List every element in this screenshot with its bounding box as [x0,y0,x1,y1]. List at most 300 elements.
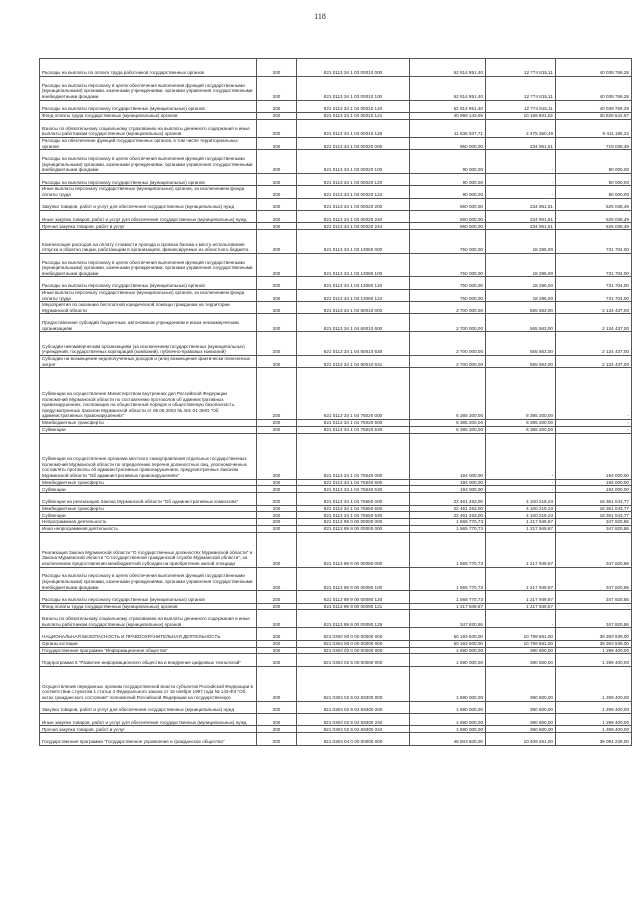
row-classification-code-cell: 821 0113 34 1 03 00020 200 [297,198,410,210]
table-row [40,628,632,640]
row-code-cell: 200 [257,289,297,301]
row-unexecuted-amount-cell: 1 299 400,00 [556,654,632,666]
row-executed-amount-cell: - [486,486,556,493]
row-code-cell: 200 [257,137,297,149]
row-approved-amount-cell: 750 000,00 [410,277,486,289]
row-approved-amount-cell: 1 690 000,00 [410,666,486,701]
row-unexecuted-amount-cell: 2 134 437,00 [556,302,632,314]
row-unexecuted-amount-cell: 347 820,86 [556,591,632,603]
row-executed-amount-cell: 1 217 949,87 [486,519,556,526]
row-code-cell: 200 [257,666,297,701]
table-row [40,512,632,519]
row-approved-amount-cell: 6 385 200,00 [410,420,486,427]
row-name-cell: Иные закупки товаров, работ и услуг для обеспечения государственных (муниципальных) нужд [40,713,257,725]
row-unexecuted-amount-cell: 194 000,00 [556,486,632,493]
row-name-cell: Реализация Закона Мурманской области "О государственных должностях Мурманской области" и Закона Мурманской области "О государственной гражданской службе Мурманской области", за исключением предоставления межбюджетной субсидии на приобретение жилой площади [40,532,257,567]
row-approved-amount-cell: 860 000,00 [410,223,486,230]
row-unexecuted-amount-cell: 90 000,00 [556,173,632,185]
row-approved-amount-cell: 2 700 000,00 [410,302,486,314]
row-unexecuted-amount-cell: 625 038,49 [556,198,632,210]
row-name-cell: Субвенции на осуществление Министерством внутренних дел Российской Федерации полномочий Мурманской области по составлению протоколов об административных правонарушениях, посягающих на общественный порядок и общественную безопасность, предусмотренных Законом Мурманской области от 06.06.2003 № 401-01-ЗМО "Об административных правонарушениях" [40,368,257,420]
table-row [40,733,632,745]
row-code-cell: 200 [257,512,297,519]
row-unexecuted-amount-cell: 194 000,00 [556,433,632,479]
row-executed-amount-cell: 390 600,00 [486,654,556,666]
row-name-cell: Прочая закупка товаров, работ и услуг [40,223,257,230]
row-name-cell: Взносы по обязательному социальному страхованию на выплаты денежного содержания и иные выплаты работникам государственных (муниципальных) органов [40,610,257,628]
table-row [40,486,632,493]
row-approved-amount-cell: 52 814 951,40 [410,59,486,77]
table-row [40,198,632,210]
row-executed-amount-cell: - [486,150,556,174]
row-unexecuted-amount-cell: 39 393 939,00 [556,628,632,640]
row-classification-code-cell: 821 0304 00 0 00 00000 000 [297,640,410,647]
row-classification-code-cell: 821 0304 04 0 00 00000 000 [297,733,410,745]
row-executed-amount-cell: 390 600,00 [486,666,556,701]
row-name-cell: Государственная программа "Государственное управление и гражданское общество" [40,733,257,745]
row-approved-amount-cell: 860 000,00 [410,198,486,210]
row-code-cell: 200 [257,519,297,526]
table-row [40,701,632,713]
row-approved-amount-cell: 194 000,00 [410,433,486,479]
row-code-cell: 200 [257,647,297,654]
row-name-cell: Межбюджетные трансферты [40,479,257,486]
table-row [40,433,632,479]
row-classification-code-cell: 821 0113 34 1 03 00020 100 [297,150,410,174]
table-row [40,137,632,149]
row-executed-amount-cell: 2 475 350,49 [486,119,556,137]
row-code-cell: 200 [257,150,297,174]
row-approved-amount-cell: 90 000,00 [410,150,486,174]
row-code-cell: 200 [257,420,297,427]
row-unexecuted-amount-cell: 2 134 437,00 [556,356,632,368]
row-name-cell: Расходы на выплаты персоналу государственных (муниципальных) органов [40,173,257,185]
row-classification-code-cell: 821 0113 34 1 04 75020 500 [297,420,410,427]
row-unexecuted-amount-cell: 347 820,86 [556,532,632,567]
row-name-cell: Расходы на выплаты персоналу в целях обеспечения выполнения функций государственными (муниципальными) органами, казенными учреждениями, органами управления государственными внебюджетными фондами [40,253,257,277]
row-unexecuted-amount-cell: 40 039 769,29 [556,100,632,112]
row-executed-amount-cell: 565 563,00 [486,302,556,314]
row-executed-amount-cell: 10 409 261,00 [486,733,556,745]
row-classification-code-cell: 821 0304 02 5 02 59300 200 [297,701,410,713]
row-unexecuted-amount-cell: - [556,368,632,420]
row-approved-amount-cell: 347 820,86 [410,610,486,628]
row-classification-code-cell: 821 0113 34 1 04 60010 600 [297,314,410,332]
row-name-cell: Субвенции [40,486,257,493]
row-name-cell: Иная непрограммная деятельность [40,526,257,533]
row-classification-code-cell: 821 0304 02 5 00 00000 000 [297,654,410,666]
row-classification-code-cell: 821 0113 34 1 04 75550 500 [297,505,410,512]
row-code-cell: 200 [257,532,297,567]
table-row [40,302,632,314]
row-name-cell: Иные выплаты персоналу государственных (муниципальных) органов, за исключением фонда оплаты труда [40,289,257,301]
row-executed-amount-cell: 234 961,51 [486,210,556,222]
row-approved-amount-cell: 11 836 537,71 [410,119,486,137]
table-row [40,726,632,733]
row-unexecuted-amount-cell: 715 038,49 [556,137,632,149]
row-executed-amount-cell: - [486,433,556,479]
row-approved-amount-cell: 22 461 263,00 [410,512,486,519]
row-approved-amount-cell: 2 700 000,00 [410,314,486,332]
row-unexecuted-amount-cell: 347 820,86 [556,519,632,526]
row-executed-amount-cell: - [486,610,556,628]
row-name-cell: Субвенции [40,512,257,519]
table-row [40,654,632,666]
row-name-cell: НАЦИОНАЛЬНАЯ БЕЗОПАСНОСТЬ И ПРАВООХРАНИТЕЛЬНАЯ ДЕЯТЕЛЬНОСТЬ [40,628,257,640]
row-executed-amount-cell: - [486,479,556,486]
row-executed-amount-cell: 390 600,00 [486,647,556,654]
row-code-cell: 200 [257,591,297,603]
row-unexecuted-amount-cell: 18 361 043,77 [556,493,632,505]
table-row [40,314,632,332]
row-classification-code-cell: 821 0113 99 9 00 00090 000 [297,532,410,567]
row-code-cell: 200 [257,726,297,733]
row-name-cell: Фонд оплаты труда государственных (муниципальных) органов [40,603,257,610]
table-row [40,368,632,420]
row-executed-amount-cell: 1 217 949,87 [486,591,556,603]
row-approved-amount-cell: 1 565 770,73 [410,591,486,603]
row-executed-amount-cell: 10 169 601,02 [486,112,556,119]
row-code-cell: 200 [257,186,297,198]
row-classification-code-cell: 821 0113 34 1 03 13060 000 [297,230,410,254]
row-code-cell: 200 [257,210,297,222]
row-approved-amount-cell: 2 700 000,00 [410,332,486,356]
row-executed-amount-cell: 4 100 219,23 [486,493,556,505]
table-row [40,150,632,174]
row-name-cell: Расходы на обеспечение функций государственных органов, в том числе территориальных органов [40,137,257,149]
row-unexecuted-amount-cell: 30 828 542,67 [556,112,632,119]
table-row [40,610,632,628]
row-unexecuted-amount-cell: 194 000,00 [556,479,632,486]
budget-execution-table [39,58,632,746]
row-code-cell: 200 [257,610,297,628]
row-executed-amount-cell: 6 385 200,00 [486,426,556,433]
row-classification-code-cell: 821 0304 02 5 02 59300 000 [297,666,410,701]
row-approved-amount-cell: 2 700 000,00 [410,356,486,368]
row-executed-amount-cell: 565 563,00 [486,332,556,356]
row-executed-amount-cell: 12 774 815,11 [486,100,556,112]
row-unexecuted-amount-cell: 347 820,86 [556,526,632,533]
row-unexecuted-amount-cell: 18 361 043,77 [556,505,632,512]
row-approved-amount-cell: 1 690 000,00 [410,647,486,654]
row-executed-amount-cell: 1 217 949,87 [486,532,556,567]
row-classification-code-cell: 821 0113 34 1 03 00010 120 [297,100,410,112]
row-classification-code-cell: 821 0304 02 0 00 00000 000 [297,647,410,654]
row-name-cell: Непрограммная деятельность [40,519,257,526]
page-number: 118 [314,12,326,21]
row-classification-code-cell: 821 0304 02 5 02 59300 244 [297,726,410,733]
row-name-cell: Расходы на выплаты персоналу в целях обеспечения выполнения функций государственными (муниципальными) органами, казенными учреждениями, органами управления государственными внебюджетными фондами [40,77,257,101]
row-classification-code-cell: 821 0113 34 1 04 60010 000 [297,302,410,314]
row-classification-code-cell: 821 0113 34 1 04 75540 530 [297,486,410,493]
row-approved-amount-cell: 1 565 770,73 [410,526,486,533]
table-row [40,603,632,610]
table-row [40,426,632,433]
row-name-cell: Расходы на выплаты персоналу государственных (муниципальных) органов [40,100,257,112]
row-executed-amount-cell: 390 600,00 [486,713,556,725]
row-executed-amount-cell: 390 600,00 [486,726,556,733]
row-name-cell: Субсидии на возмещение недополученных доходов и (или) возмещение фактически понесенных затрат [40,356,257,368]
row-approved-amount-cell: 22 461 263,00 [410,493,486,505]
row-unexecuted-amount-cell: 1 299 400,00 [556,713,632,725]
row-approved-amount-cell: 750 000,00 [410,230,486,254]
row-code-cell: 200 [257,119,297,137]
row-classification-code-cell: 821 0113 34 1 03 00010 000 [297,59,410,77]
table-row [40,230,632,254]
table-row [40,59,632,77]
row-code-cell: 200 [257,253,297,277]
row-name-cell: Иные закупки товаров, работ и услуг для обеспечения государственных (муниципальных) нужд [40,210,257,222]
row-approved-amount-cell: 90 000,00 [410,186,486,198]
row-approved-amount-cell: 1 690 000,00 [410,654,486,666]
row-classification-code-cell: 821 0113 34 1 04 75540 000 [297,433,410,479]
row-classification-code-cell: 821 0113 34 1 03 00020 122 [297,186,410,198]
row-executed-amount-cell: 6 385 200,00 [486,420,556,427]
row-executed-amount-cell: 12 774 815,11 [486,59,556,77]
table-row [40,479,632,486]
row-name-cell: Субвенции на осуществление органами местного самоуправления отдельных государственных полномочий Мурманской области по определению перечня должностных лиц, уполномоченных составлять протоколы об административных правонарушениях, предусмотренных Законом Мурманской области "Об административных правонарушениях" [40,433,257,479]
row-executed-amount-cell: 1 217 949,87 [486,526,556,533]
table-row [40,223,632,230]
table-row [40,77,632,101]
row-name-cell: Расходы на выплаты по оплате труда работников государственных органов [40,59,257,77]
row-code-cell: 200 [257,314,297,332]
row-approved-amount-cell: 50 193 500,00 [410,628,486,640]
table-row [40,277,632,289]
row-code-cell: 200 [257,302,297,314]
row-name-cell: Компенсация расходов на оплату стоимости проезда и провоза багажа к месту использования отпуска и обратно лицам, работающим в организациях, финансируемых из областного бюджета [40,230,257,254]
row-approved-amount-cell: 1 690 000,00 [410,701,486,713]
row-unexecuted-amount-cell: 1 299 400,00 [556,701,632,713]
row-classification-code-cell: 821 0113 99 9 00 00090 100 [297,567,410,591]
row-name-cell: Расходы на выплаты персоналу государственных (муниципальных) органов [40,591,257,603]
row-name-cell: Расходы на выплаты персоналу в целях обеспечения выполнения функций государственными (муниципальными) органами, казенными учреждениями, органами управления государственными внебюджетными фондами [40,150,257,174]
table-row [40,591,632,603]
row-executed-amount-cell: 1 217 949,87 [486,603,556,610]
row-executed-amount-cell: 565 563,00 [486,356,556,368]
row-executed-amount-cell: 565 563,00 [486,314,556,332]
row-code-cell: 200 [257,426,297,433]
table-row [40,640,632,647]
row-code-cell: 200 [257,493,297,505]
row-approved-amount-cell: 1 217 949,87 [410,603,486,610]
row-classification-code-cell: 821 0113 99 0 00 00000 000 [297,519,410,526]
table-row [40,493,632,505]
row-code-cell: 200 [257,701,297,713]
row-classification-code-cell: 821 0113 34 1 03 00020 000 [297,137,410,149]
row-executed-amount-cell: 1 217 949,87 [486,567,556,591]
row-code-cell: 200 [257,173,297,185]
table-row [40,519,632,526]
row-classification-code-cell: 821 0113 34 1 03 13060 120 [297,277,410,289]
table-row [40,567,632,591]
row-executed-amount-cell: 10 799 561,00 [486,628,556,640]
row-code-cell: 200 [257,77,297,101]
row-unexecuted-amount-cell: 625 038,49 [556,223,632,230]
row-unexecuted-amount-cell: 90 000,00 [556,150,632,174]
row-code-cell: 200 [257,332,297,356]
row-name-cell: Прочая закупка товаров, работ и услуг [40,726,257,733]
row-code-cell: 200 [257,733,297,745]
row-executed-amount-cell: 234 961,51 [486,137,556,149]
row-code-cell: 200 [257,59,297,77]
row-approved-amount-cell: 1 565 770,73 [410,519,486,526]
row-executed-amount-cell: - [486,186,556,198]
row-executed-amount-cell: 390 600,00 [486,701,556,713]
row-executed-amount-cell: 10 799 561,00 [486,640,556,647]
row-unexecuted-amount-cell: 625 038,49 [556,210,632,222]
row-name-cell: Иные выплаты персоналу государственных (муниципальных) органов, за исключением фонда оплаты труда [40,186,257,198]
row-executed-amount-cell: 18 296,00 [486,230,556,254]
row-classification-code-cell: 821 0113 34 1 03 00010 100 [297,77,410,101]
table-row [40,532,632,567]
table-row [40,356,632,368]
row-unexecuted-amount-cell: 347 820,86 [556,610,632,628]
row-code-cell: 200 [257,654,297,666]
row-approved-amount-cell: 1 690 000,00 [410,726,486,733]
row-approved-amount-cell: 90 000,00 [410,173,486,185]
row-classification-code-cell: 821 0113 34 1 03 00010 129 [297,119,410,137]
row-approved-amount-cell: 48 503 500,00 [410,733,486,745]
row-classification-code-cell: 821 0113 34 1 04 75540 500 [297,479,410,486]
row-executed-amount-cell: 234 961,51 [486,198,556,210]
row-unexecuted-amount-cell: 731 704,00 [556,277,632,289]
row-executed-amount-cell: 234 961,51 [486,223,556,230]
row-name-cell: Субсидии некоммерческим организациям (за исключением государственных (муниципальных) учреждений, государственных корпораций (компаний), публично-правовых компаний) [40,332,257,356]
table-row [40,186,632,198]
row-code-cell: 200 [257,230,297,254]
row-executed-amount-cell: - [486,173,556,185]
row-code-cell: 200 [257,100,297,112]
row-name-cell: Фонд оплаты труда государственных (муниципальных) органов [40,112,257,119]
table-row [40,420,632,427]
row-unexecuted-amount-cell: 40 039 769,29 [556,59,632,77]
row-name-cell: Закупка товаров, работ и услуг для обеспечения государственных (муниципальных) нужд [40,198,257,210]
row-approved-amount-cell: 750 000,00 [410,289,486,301]
row-approved-amount-cell: 52 814 951,40 [410,100,486,112]
row-unexecuted-amount-cell: 18 361 043,77 [556,512,632,519]
row-name-cell: Субвенции [40,426,257,433]
row-approved-amount-cell: 50 193 500,00 [410,640,486,647]
row-approved-amount-cell: 1 565 770,73 [410,532,486,567]
row-executed-amount-cell: 12 774 815,11 [486,77,556,101]
table-body [40,59,632,746]
row-unexecuted-amount-cell: 1 299 400,00 [556,666,632,701]
row-unexecuted-amount-cell: 347 820,86 [556,567,632,591]
row-classification-code-cell: 821 0113 34 1 04 75020 000 [297,368,410,420]
row-approved-amount-cell: 194 000,00 [410,486,486,493]
table-row [40,526,632,533]
row-name-cell: Расходы на выплаты персоналу в целях обеспечения выполнения функций государственными (муниципальными) органами, казенными учреждениями, органами управления государственными внебюджетными фондами [40,567,257,591]
row-code-cell: 200 [257,567,297,591]
row-code-cell: 200 [257,526,297,533]
row-code-cell: 200 [257,198,297,210]
row-name-cell: Межбюджетные трансферты [40,420,257,427]
row-approved-amount-cell: 22 461 263,00 [410,505,486,512]
row-unexecuted-amount-cell: 1 299 400,00 [556,726,632,733]
row-name-cell: Расходы на выплаты персоналу государственных (муниципальных) органов [40,277,257,289]
row-executed-amount-cell: 6 385 200,00 [486,368,556,420]
row-code-cell: 200 [257,640,297,647]
table-row [40,289,632,301]
row-name-cell: Подпрограмма 5 "Развитие информационного общества и внедрение цифровых технологий" [40,654,257,666]
row-unexecuted-amount-cell: 9 411 186,22 [556,119,632,137]
row-approved-amount-cell: 40 988 143,69 [410,112,486,119]
row-approved-amount-cell: 750 000,00 [410,253,486,277]
row-unexecuted-amount-cell: 731 704,00 [556,289,632,301]
row-classification-code-cell: 821 0113 34 1 03 00010 121 [297,112,410,119]
row-classification-code-cell: 821 0113 34 1 03 13060 122 [297,289,410,301]
row-classification-code-cell: 821 0113 99 9 00 00090 129 [297,610,410,628]
row-classification-code-cell: 821 0113 34 1 04 75550 530 [297,512,410,519]
row-approved-amount-cell: 6 385 200,00 [410,368,486,420]
row-unexecuted-amount-cell: 40 039 769,29 [556,77,632,101]
row-classification-code-cell: 821 0304 02 5 02 59300 240 [297,713,410,725]
row-classification-code-cell: 821 0113 34 1 04 75550 000 [297,493,410,505]
row-name-cell: Мероприятия по оказанию бесплатной юридической помощи гражданам на территории Мурманской области [40,302,257,314]
row-name-cell: Межбюджетные трансферты [40,505,257,512]
row-approved-amount-cell: 52 814 951,40 [410,77,486,101]
row-unexecuted-amount-cell: 38 094 239,00 [556,733,632,745]
table-row [40,666,632,701]
table-row [40,210,632,222]
row-approved-amount-cell: 1 690 000,00 [410,713,486,725]
row-unexecuted-amount-cell: 2 134 437,00 [556,332,632,356]
row-approved-amount-cell: 194 000,00 [410,479,486,486]
row-name-cell: Органы юстиции [40,640,257,647]
row-classification-code-cell: 821 0113 34 1 03 00020 244 [297,223,410,230]
row-unexecuted-amount-cell: 90 000,00 [556,186,632,198]
row-code-cell: 200 [257,505,297,512]
row-code-cell: 200 [257,277,297,289]
table-row [40,713,632,725]
row-executed-amount-cell: 4 100 219,23 [486,505,556,512]
row-name-cell: Осуществление переданных органам государственной власти субъектов Российской Федерации в соответствии с пунктом 1 статьи 4 Федерального закона от 15 ноября 1997 года № 143-ФЗ "Об актах гражданского состояния" полномочий Российской Федерации на государственную [40,666,257,701]
row-approved-amount-cell: 6 385 200,00 [410,426,486,433]
row-classification-code-cell: 821 0113 99 9 00 00090 121 [297,603,410,610]
row-code-cell: 200 [257,356,297,368]
row-approved-amount-cell: 860 000,00 [410,210,486,222]
row-name-cell: Закупка товаров, работ и услуг для обеспечения государственных (муниципальных) нужд [40,701,257,713]
row-executed-amount-cell: 18 296,00 [486,289,556,301]
table-row [40,100,632,112]
row-code-cell: 200 [257,433,297,479]
row-approved-amount-cell: 1 565 770,73 [410,567,486,591]
row-code-cell: 200 [257,112,297,119]
row-unexecuted-amount-cell: - [556,603,632,610]
row-classification-code-cell: 821 0300 00 0 00 00000 000 [297,628,410,640]
row-unexecuted-amount-cell: 39 393 939,00 [556,640,632,647]
row-code-cell: 200 [257,479,297,486]
row-unexecuted-amount-cell: 731 704,00 [556,230,632,254]
row-classification-code-cell: 821 0113 34 1 03 00020 120 [297,173,410,185]
row-code-cell: 200 [257,628,297,640]
row-classification-code-cell: 821 0113 34 1 04 75020 530 [297,426,410,433]
row-name-cell: Субвенции на реализацию Закона Мурманской области "Об административных комиссиях" [40,493,257,505]
row-unexecuted-amount-cell: - [556,426,632,433]
row-unexecuted-amount-cell: 731 704,00 [556,253,632,277]
table-row [40,647,632,654]
row-name-cell: Взносы по обязательному социальному страхованию на выплаты денежного содержания и иные выплаты работникам государственных (муниципальных) органов [40,119,257,137]
row-classification-code-cell: 821 0113 34 1 03 13060 100 [297,253,410,277]
row-code-cell: 200 [257,368,297,420]
row-approved-amount-cell: 950 000,00 [410,137,486,149]
row-name-cell: Государственная программа "Информационное общество" [40,647,257,654]
table-row [40,505,632,512]
row-unexecuted-amount-cell: 2 134 437,00 [556,314,632,332]
row-code-cell: 200 [257,603,297,610]
row-code-cell: 200 [257,486,297,493]
